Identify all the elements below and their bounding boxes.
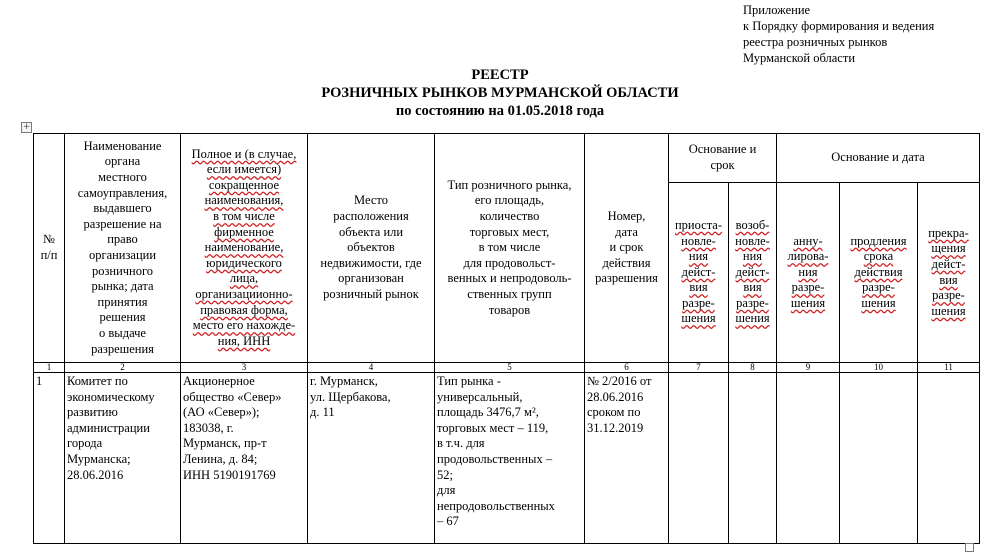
column-number: 11 [918,363,980,373]
column-number: 7 [669,363,729,373]
column-number: 4 [308,363,435,373]
column-number: 2 [65,363,181,373]
title-subline: по состоянию на 01.05.2018 года [395,103,605,119]
column-number: 6 [585,363,669,373]
header-num: № п/п [34,134,65,363]
title-line: РЕЕСТР [471,67,529,83]
cell-market-type: Тип рынка - универсальный, площадь 3476,7 м², торговых мест – 119, в т.ч. для продовольственных – 52; для непродовольственных – 67 [435,373,585,544]
cell-num: 1 [34,373,65,544]
header-entity: Полное и (в случае, если имеется) сокращенное наименования, в том числе фирменное наименование, юридического лица, организациионно- правовая форма, место его нахожде- ния, ИНН [181,134,308,363]
column-number: 3 [181,363,308,373]
header-renewal: возоб- новле- ния дейст- вия разре- шения [729,183,777,363]
column-number: 5 [435,363,585,373]
appendix-note [743,2,934,66]
header-group-basis-date: Основание и дата [777,134,980,183]
header-termination: прекра- щения дейст- вия разре- шения [918,183,980,363]
appendix-line: реестра розничных рынков [743,35,888,49]
cell-suspension [669,373,729,544]
cell-annulment [777,373,840,544]
title-line: РОЗНИЧНЫХ РЫНКОВ МУРМАНСКОЙ ОБЛАСТИ [321,85,679,101]
column-number: 8 [729,363,777,373]
header-suspension: приоста- новле- ния дейст- вия разре- шения [669,183,729,363]
table-row [34,373,980,544]
column-number: 9 [777,363,840,373]
registry-table [33,133,980,544]
cell-location: г. Мурманск, ул. Щербакова, д. 11 [308,373,435,544]
table-move-handle-icon[interactable]: + [22,122,31,132]
cell-extension [840,373,918,544]
cell-permit: № 2/2016 от 28.06.2016 сроком по 31.12.2019 [585,373,669,544]
table-resize-handle-icon[interactable] [965,543,974,552]
header-location: Место расположения объекта или объектов недвижимости, где организован розничный рынок [308,134,435,363]
header-market-type: Тип розничного рынка, его площадь, количество торговых мест, в том числе для продовольст- венных и непродоволь- ственных групп товаров [435,134,585,363]
appendix-line: к Порядку формирования и ведения [743,19,935,33]
header-extension: продления срока действия разре- шения [840,183,918,363]
header-group-basis-term: Основание и срок [669,134,777,183]
cell-authority: Комитет по экономическому развитию администрации города Мурманска; 28.06.2016 [65,373,181,544]
header-authority: Наименование органа местного самоуправления, выдавшего разрешение на право организации розничного рынка; дата принятия решения о выдаче разрешения [65,134,181,363]
cell-termination [918,373,980,544]
appendix-line: Приложение [743,3,811,17]
cell-entity: Акционерное общество «Север» (АО «Север»); 183038, г. Мурманск, пр-т Ленина, д. 84; ИНН 5190191769 [181,373,308,544]
column-number: 1 [34,363,65,373]
header-permit: Номер, дата и срок действия разрешения [585,134,669,363]
column-number: 10 [840,363,918,373]
cell-renewal [729,373,777,544]
header-annulment: анну- лирова- ния разре- шения [777,183,840,363]
document-title [0,66,1000,120]
appendix-line: Мурманской области [743,51,856,65]
